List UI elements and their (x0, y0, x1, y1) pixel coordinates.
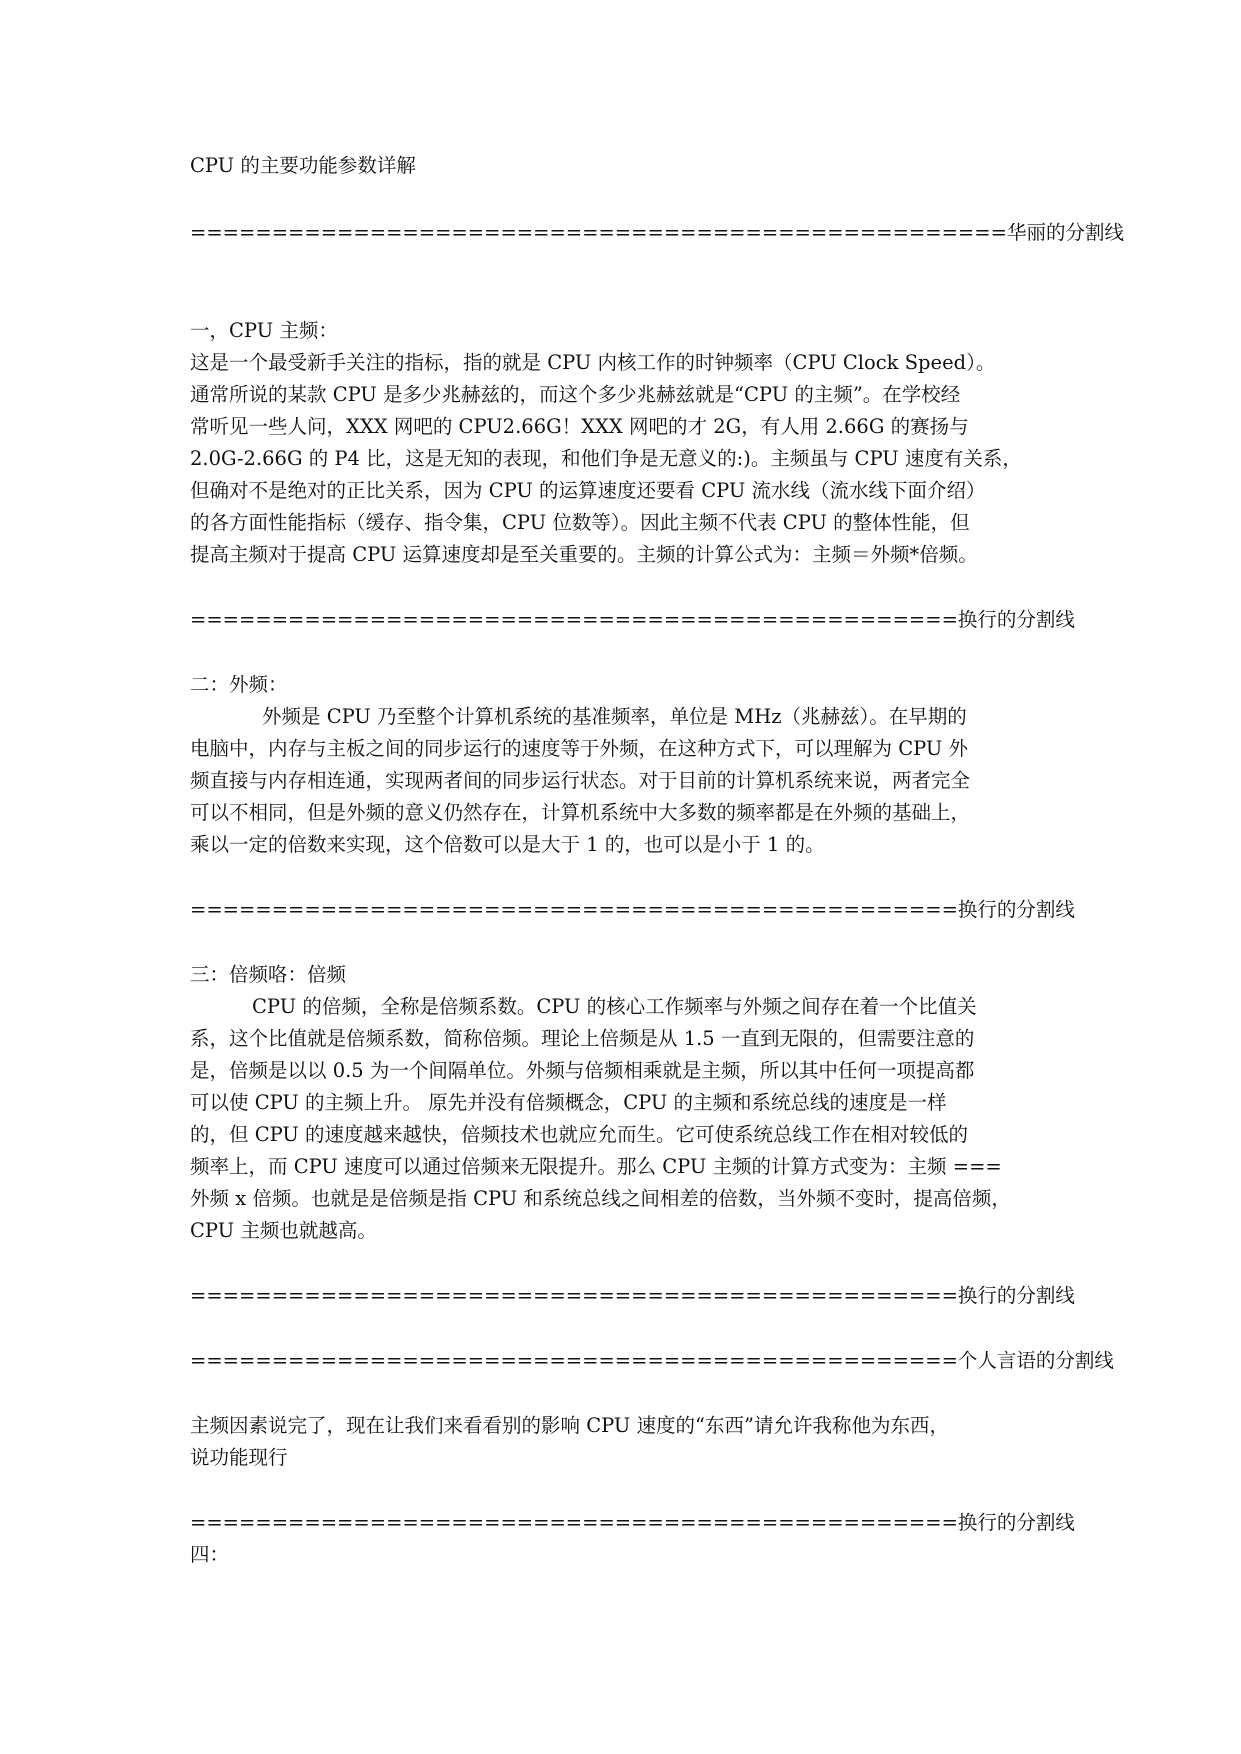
section-1-line: 通常所说的某款 CPU 是多少兆赫兹的，而这个多少兆赫兹就是“CPU 的主频”。在学校经 (190, 383, 961, 406)
section-1-line: 但确对不是绝对的正比关系，因为 CPU 的运算速度还要看 CPU 流水线（流水线下面介绍） (190, 479, 986, 502)
break-separator: ===============================================换行的分割线 (190, 1284, 1075, 1307)
section-2-heading: 二：外频： (190, 673, 288, 696)
section-2-line: 电脑中，内存与主板之间的同步运行的速度等于外频，在这种方式下，可以理解为 CPU 外 (190, 737, 969, 760)
section-2-line: 频直接与内存相连通，实现两者间的同步运行状态。对于目前的计算机系统来说，两者完全 (190, 769, 971, 792)
section-2-line: 外频是 CPU 乃至整个计算机系统的基准频率，单位是 MHz（兆赫兹）。在早期的 (262, 705, 967, 728)
section-3-line: 频率上，而 CPU 速度可以通过倍频来无限提升。那么 CPU 主频的计算方式变为：主频 === (190, 1155, 1002, 1178)
fancy-separator: ==================================================华丽的分割线 (190, 221, 1124, 244)
section-2-line: 乘以一定的倍数来实现，这个倍数可以是大于 1 的，也可以是小于 1 的。 (190, 833, 825, 856)
section-3-line: CPU 主频也就越高。 (190, 1219, 377, 1242)
remark-line: 说功能现行 (190, 1446, 288, 1469)
personal-separator: ===============================================个人言语的分割线 (190, 1349, 1114, 1372)
break-separator: ===============================================换行的分割线 (190, 1511, 1075, 1534)
break-separator: ===============================================换行的分割线 (190, 608, 1075, 631)
section-1-line: 这是一个最受新手关注的指标，指的就是 CPU 内核工作的时钟频率（CPU Clock Speed）。 (190, 351, 996, 374)
section-2-line: 可以不相同，但是外频的意义仍然存在，计算机系统中大多数的频率都是在外频的基础上， (190, 801, 971, 824)
section-3-line: 可以使 CPU 的主频上升。 原先并没有倍频概念，CPU 的主频和系统总线的速度是一样 (190, 1091, 947, 1114)
section-1-line: 的各方面性能指标（缓存、指令集，CPU 位数等）。因此主频不代表 CPU 的整体性能，但 (190, 511, 970, 534)
break-separator: ===============================================换行的分割线 (190, 898, 1075, 921)
section-1-heading: 一，CPU 主频： (190, 319, 338, 342)
section-3-heading: 三：倍频咯：倍频 (190, 963, 347, 986)
section-1-line: 提高主频对于提高 CPU 运算速度却是至关重要的。主频的计算公式为：主频＝外频*倍频。 (190, 543, 978, 566)
remark-line: 主频因素说完了，现在让我们来看看别的影响 CPU 速度的“东西”请允许我称他为东西， (190, 1414, 949, 1437)
section-3-line: 系，这个比值就是倍频系数，简称倍频。理论上倍频是从 1.5 一直到无限的，但需要注意的 (190, 1027, 975, 1050)
section-3-line: CPU 的倍频，全称是倍频系数。CPU 的核心工作频率与外频之间存在着一个比值关 (252, 995, 977, 1018)
section-1-line: 常听见一些人问，XXX 网吧的 CPU2.66G！XXX 网吧的才 2G，有人用 2.66G 的赛扬与 (190, 415, 969, 438)
page-title: CPU 的主要功能参数详解 (190, 154, 416, 177)
section-1-line: 2.0G-2.66G 的 P4 比，这是无知的表现，和他们争是无意义的:)。主频虽与 CPU 速度有关系， (190, 447, 1022, 470)
section-4-heading: 四： (190, 1543, 230, 1566)
section-3-line: 外频 x 倍频。也就是是倍频是指 CPU 和系统总线之间相差的倍数，当外频不变时，提高倍频， (190, 1187, 1011, 1210)
section-3-line: 的，但 CPU 的速度越来越快，倍频技术也就应允而生。它可使系统总线工作在相对较低的 (190, 1123, 969, 1146)
section-3-line: 是，倍频是以以 0.5 为一个间隔单位。外频与倍频相乘就是主频，所以其中任何一项提高都 (190, 1059, 975, 1082)
